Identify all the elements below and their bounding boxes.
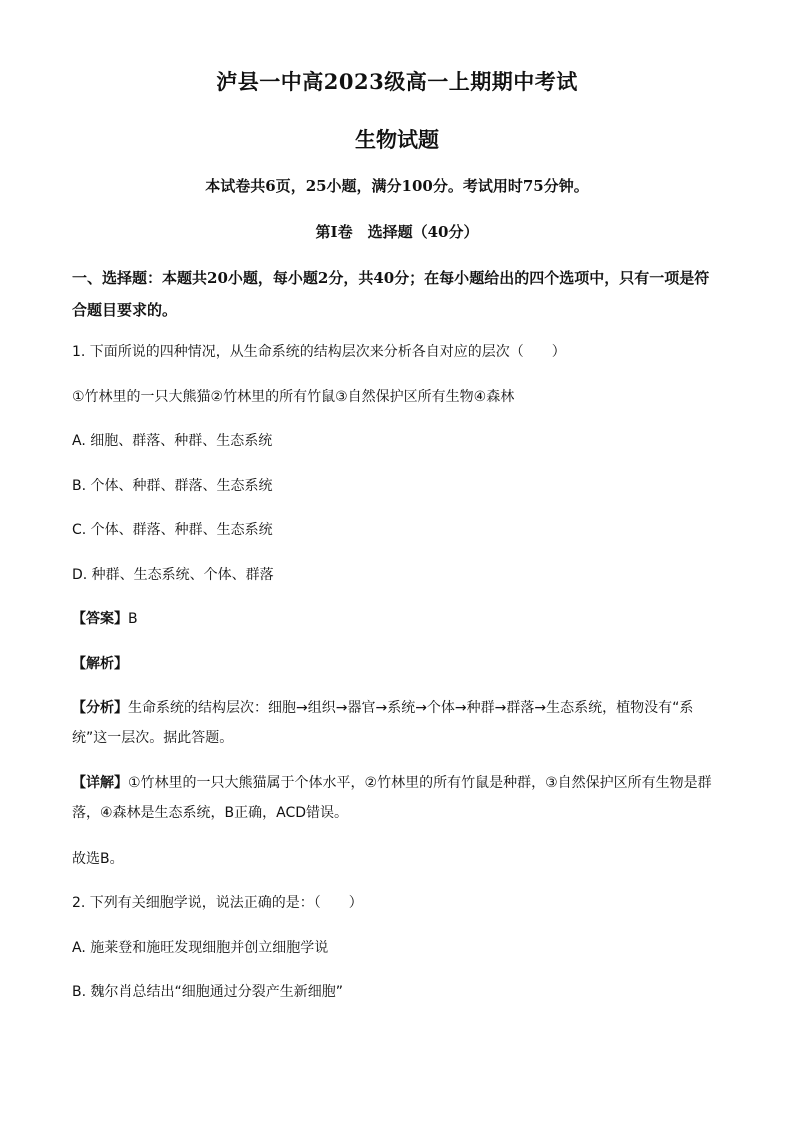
q1-analysis-label bbox=[72, 653, 722, 675]
part-heading: 第I卷 选择题（40分） bbox=[315, 223, 479, 241]
xiangjie-text: ①竹林里的一只大熊猫属于个体水平，②竹林里的所有竹鼠是种群，③自然保护区所有生物是群落，④森林是生态系统，B正确，ACD错误。 bbox=[72, 775, 712, 821]
q2-option-a: A. 施莱登和施旺发现细胞并创立细胞学说 bbox=[72, 940, 329, 956]
q2-option-b: B. 魏尔肖总结出“细胞通过分裂产生新细胞” bbox=[72, 984, 344, 1000]
answer-value: B bbox=[128, 611, 138, 627]
q2-stem: 2. 下列有关细胞学说，说法正确的是：（ ） bbox=[72, 895, 363, 911]
q1-option-b: B. 个体、种群、群落、生态系统 bbox=[72, 478, 273, 494]
xiangjie-label: 【详解】 bbox=[72, 775, 128, 791]
exam-info: 本试卷共6页，25小题，满分100分。考试用时75分钟。 bbox=[205, 177, 589, 195]
q1-option-d: D. 种群、生态系统、个体、群落 bbox=[72, 567, 274, 583]
exam-title: 泸县一中高2023级高一上期期中考试 bbox=[216, 69, 578, 94]
q1-option-a: A. 细胞、群落、种群、生态系统 bbox=[72, 433, 273, 449]
q1-option-c: C. 个体、群落、种群、生态系统 bbox=[72, 522, 273, 538]
q1-fenxi bbox=[72, 693, 722, 753]
q1-conclusion: 故选B。 bbox=[72, 851, 124, 867]
fenxi-label: 【分析】 bbox=[72, 700, 128, 716]
q1-stem: 1. 下面所说的四种情况，从生命系统的结构层次来分析各自对应的层次（ ） bbox=[72, 344, 566, 360]
q1-items: ①竹林里的一只大熊猫②竹林里的所有竹鼠③自然保护区所有生物④森林 bbox=[72, 389, 515, 405]
answer-label: 【答案】 bbox=[72, 611, 128, 627]
q1-xiangjie bbox=[72, 768, 722, 828]
analysis-label: 【解析】 bbox=[72, 656, 128, 672]
subject-title: 生物试题 bbox=[355, 127, 439, 152]
q1-answer bbox=[72, 608, 722, 630]
section-instruction: 一、选择题：本题共20小题，每小题2分，共40分；在每小题给出的四个选项中，只有一项是符合题目要求的。 bbox=[72, 269, 710, 319]
fenxi-text: 生命系统的结构层次：细胞→组织→器官→系统→个体→种群→群落→生态系统，植物没有“系统”这一层次。据此答题。 bbox=[72, 700, 694, 746]
